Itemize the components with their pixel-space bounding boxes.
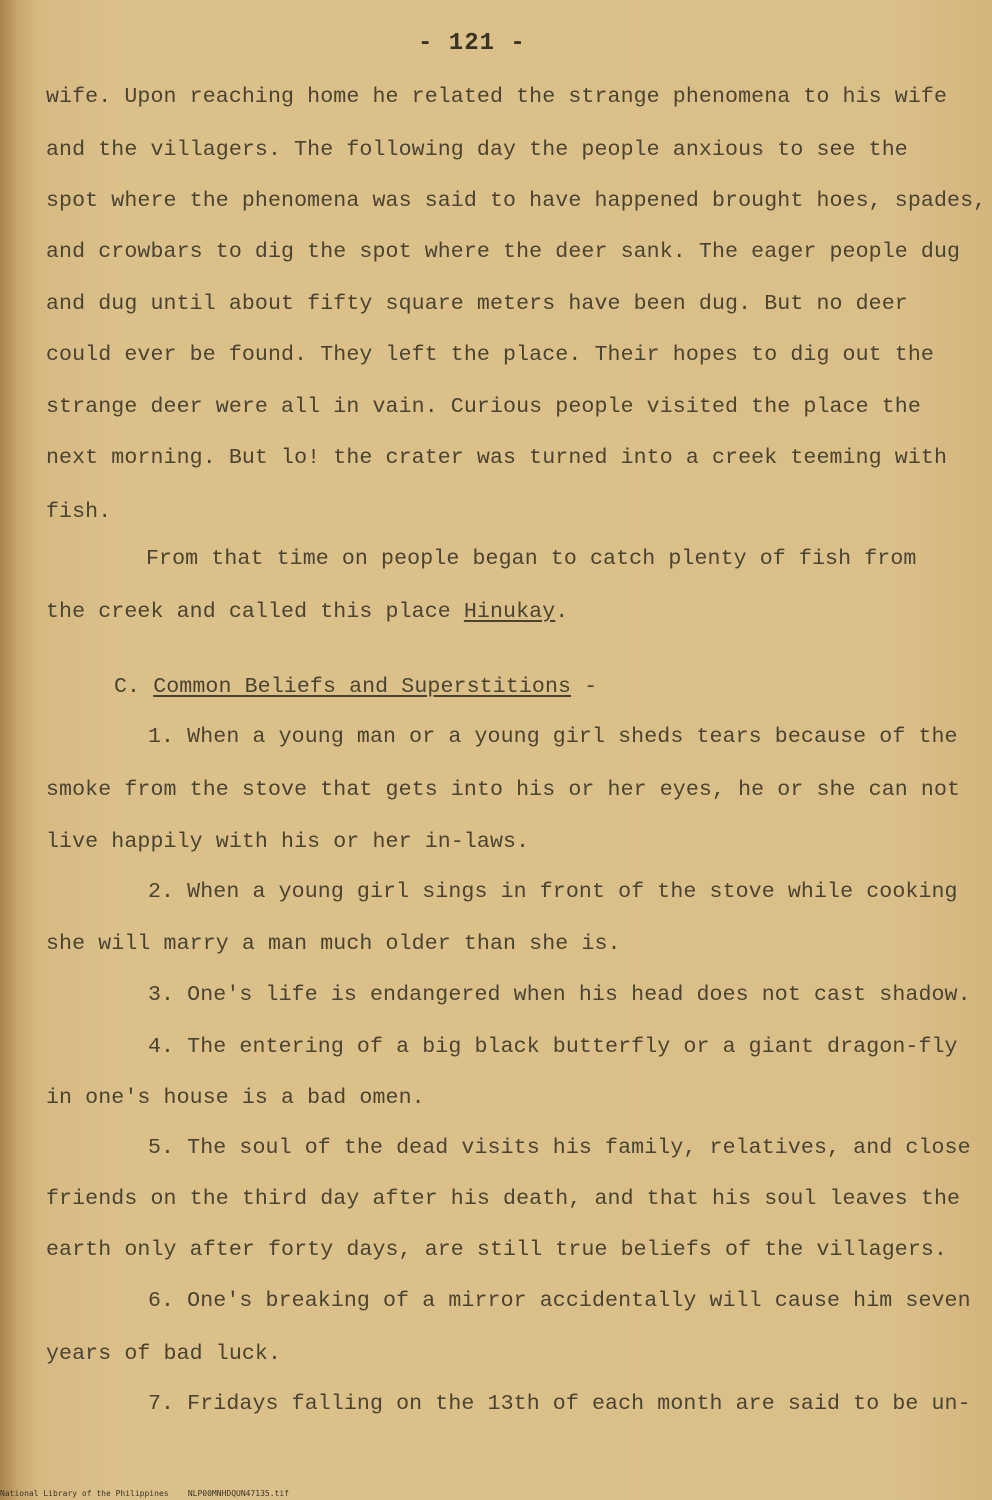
text-line: and crowbars to dig the spot where the deer sank. The eager people dug (46, 240, 961, 264)
paragraph-line: the creek and called this place Hinukay. (46, 600, 569, 624)
page-number: - 121 - (418, 30, 526, 57)
paragraph-line: From that time on people began to catch plenty of fish from (146, 547, 917, 571)
list-item: 7. Fridays falling on the 13th of each month are said to be un- (148, 1392, 971, 1416)
list-item: 4. The entering of a big black butterfly or a giant dragon-fly (148, 1035, 958, 1059)
list-item: 3. One's life is endangered when his head does not cast shadow. (148, 983, 971, 1007)
list-item: 5. The soul of the dead visits his family, relatives, and close (148, 1136, 971, 1160)
list-item: smoke from the stove that gets into his or her eyes, he or she can not (46, 778, 961, 802)
text-line: next morning. But lo! the crater was turned into a creek teeming with (46, 446, 948, 470)
place-name: Hinukay (463, 600, 556, 624)
scan-footer: National Library of the Philippines NLP00MNHDQUN47135.tif (0, 1489, 289, 1498)
text-line: and dug until about fifty square meters have been dug. But no deer (46, 292, 908, 316)
list-item: friends on the third day after his death, and that his soul leaves the (46, 1187, 961, 1211)
list-item: earth only after forty days, are still true beliefs of the villagers. (46, 1238, 948, 1262)
section-heading-title: Common Beliefs and Superstitions (153, 675, 572, 699)
text-line: fish. (46, 500, 112, 524)
text-line: could ever be found. They left the place. Their hopes to dig out the (46, 343, 934, 367)
list-item: in one's house is a bad omen. (46, 1086, 425, 1110)
list-item: 1. When a young man or a young girl sheds tears because of the (148, 725, 958, 749)
list-item: 2. When a young girl sings in front of the stove while cooking (148, 880, 958, 904)
list-item: 6. One's breaking of a mirror accidentally will cause him seven (148, 1289, 971, 1313)
text-line: and the villagers. The following day the people anxious to see the (46, 138, 908, 162)
list-item: she will marry a man much older than she is. (46, 932, 621, 956)
list-item: live happily with his or her in-laws. (46, 830, 530, 854)
text-line: spot where the phenomena was said to have happened brought hoes, spades, (46, 189, 987, 213)
section-heading: C. Common Beliefs and Superstitions - (114, 675, 598, 699)
text-line: strange deer were all in vain. Curious people visited the place the (46, 395, 921, 419)
list-item: years of bad luck. (46, 1342, 282, 1366)
text-line: wife. Upon reaching home he related the strange phenomena to his wife (46, 85, 948, 109)
